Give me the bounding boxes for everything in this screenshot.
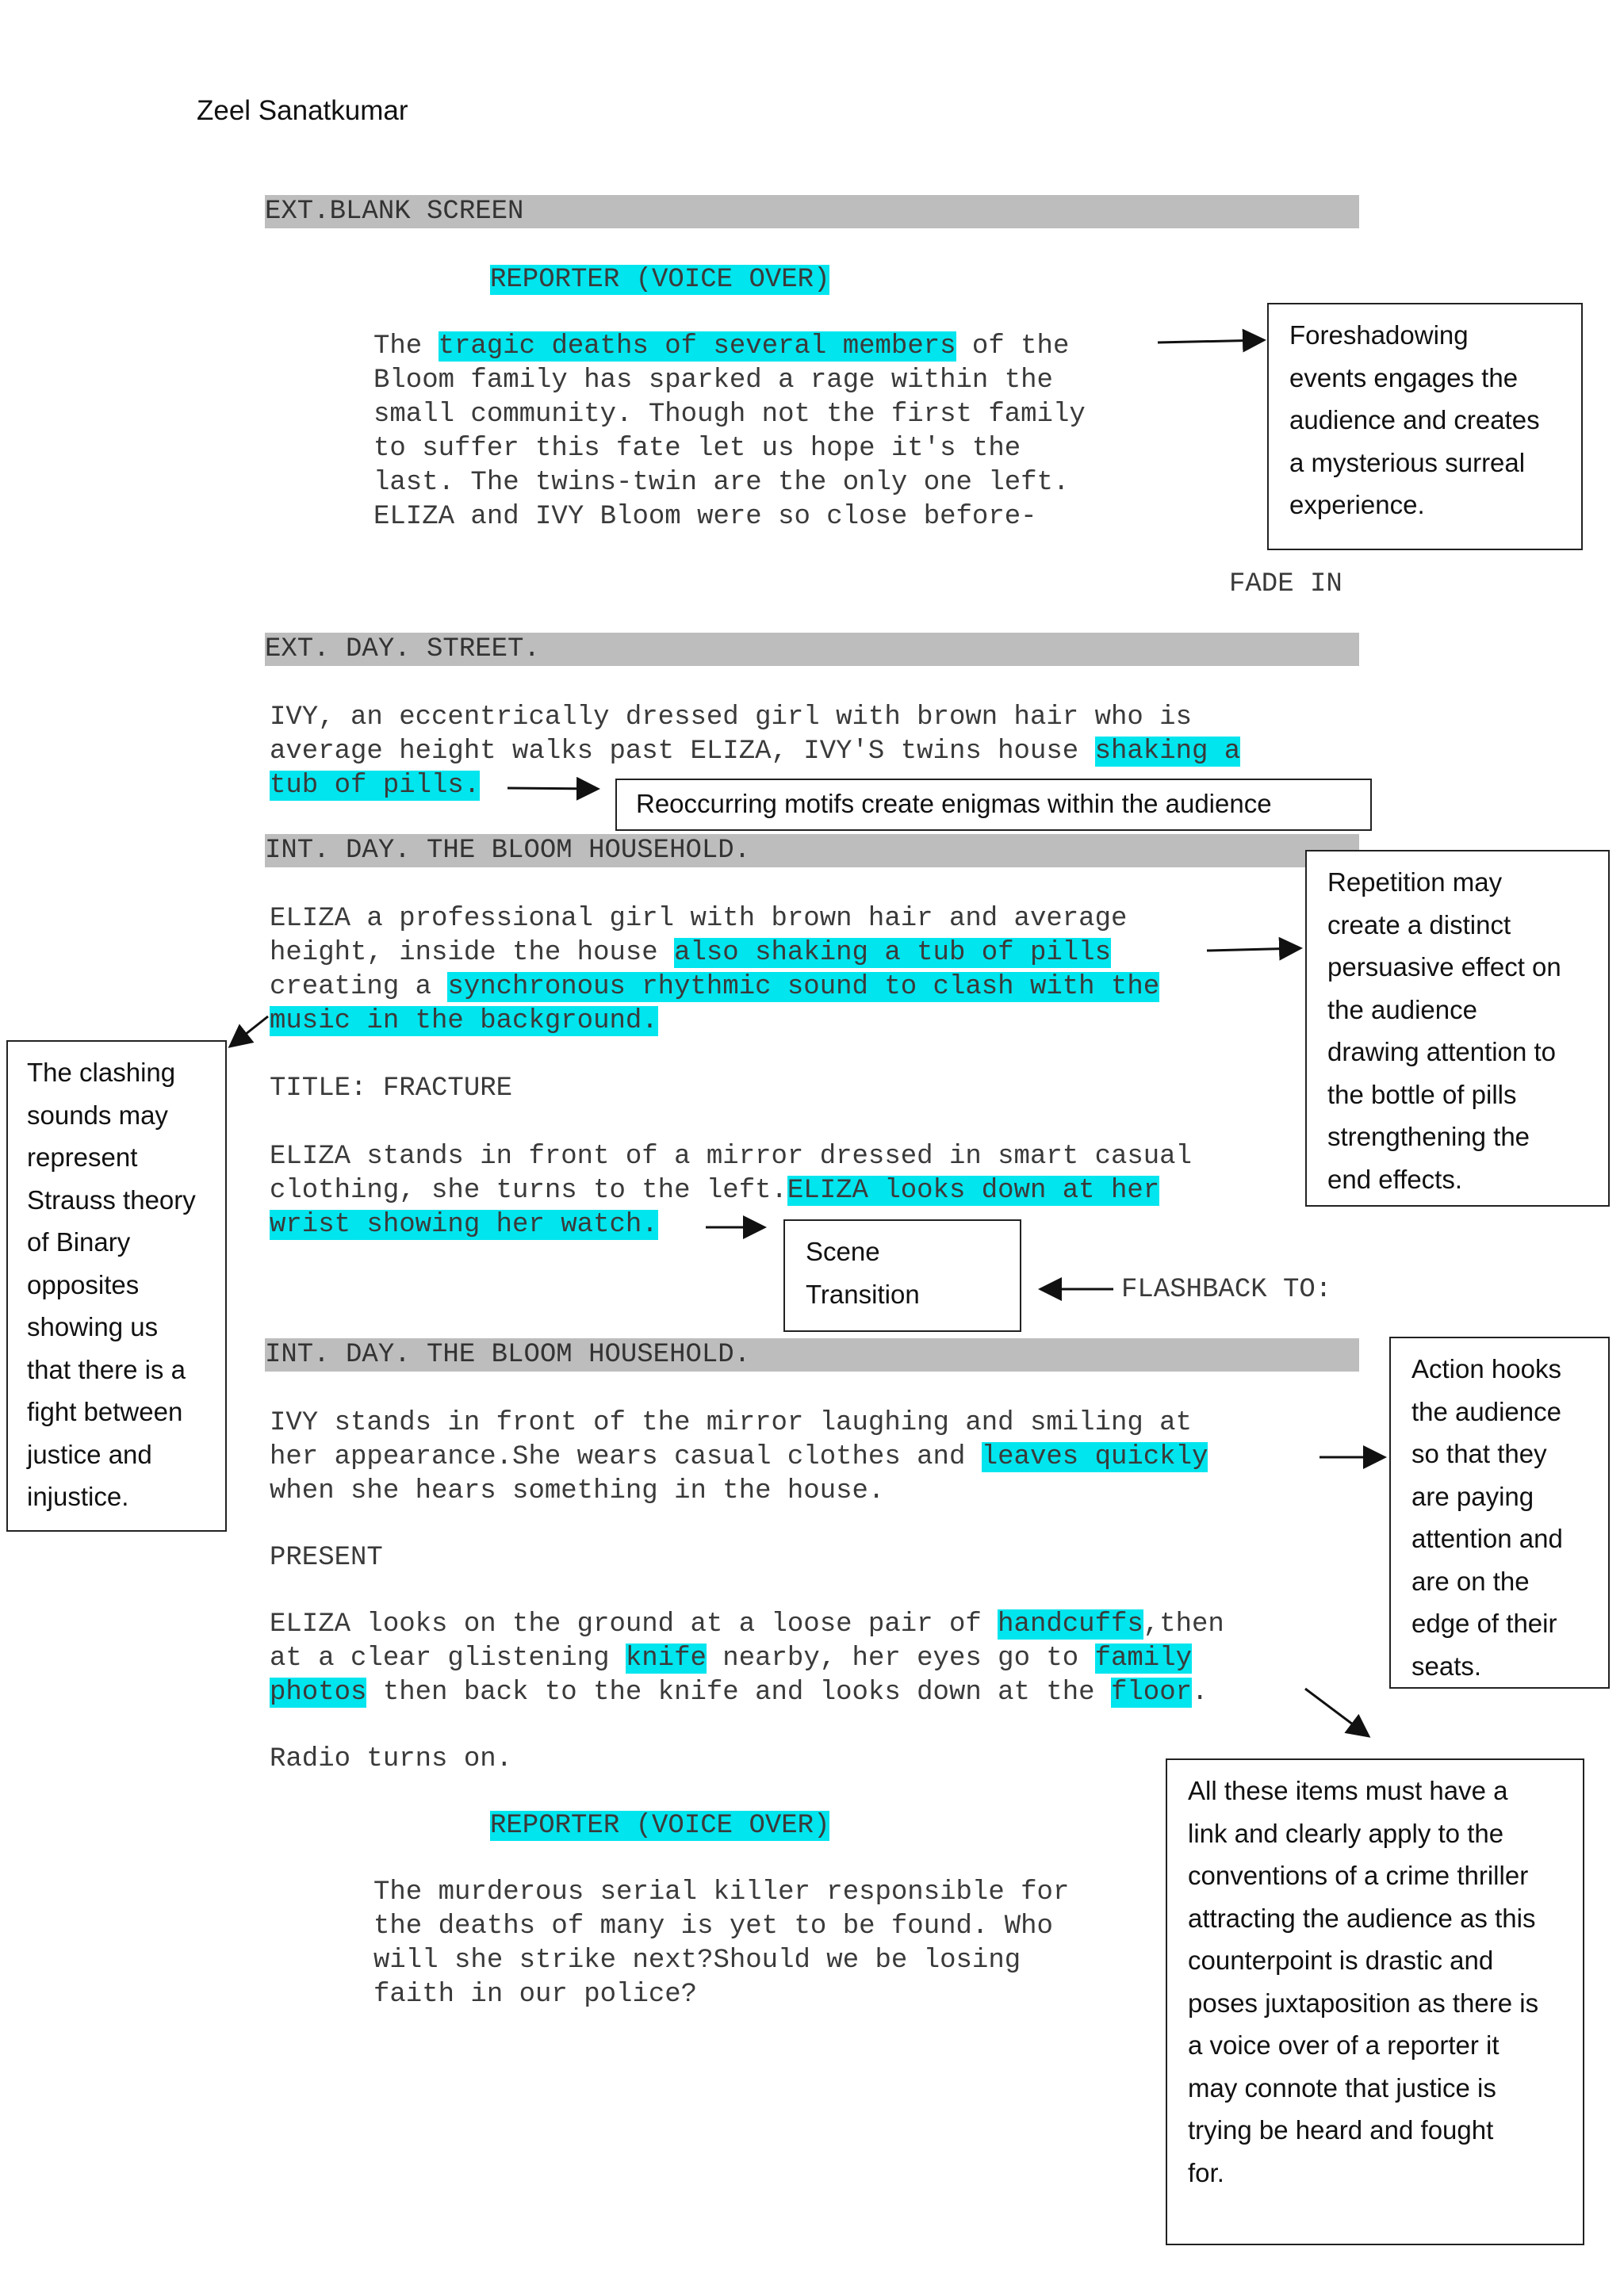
dialogue-block-1: The tragic deaths of several members of the Bloom family has sparked a rage within the small community. Though not the first family to suffer this fate let us hope it's the last. The twins-twin are the only one left. ELIZA and IVY Bloom were so close before-: [373, 331, 1086, 532]
present-line: PRESENT: [270, 1543, 383, 1573]
annotation-motifs: Reoccurring motifs create enigmas within the audience: [615, 779, 1372, 831]
scene-heading-1: EXT.BLANK SCREEN: [265, 195, 1359, 228]
annotation-repetition: Repetition may create a distinct persuasive effect on the audience drawing attention to the bottle of pills strengthening the end effects.: [1305, 850, 1610, 1207]
character-cue-2: REPORTER (VOICE OVER): [490, 1811, 830, 1841]
scene-heading-3: INT. DAY. THE BLOOM HOUSEHOLD.: [265, 834, 1359, 867]
arrow-repetition: [1207, 948, 1300, 951]
scene-heading-2: EXT. DAY. STREET.: [265, 633, 1359, 666]
annotation-scene-transition: Scene Transition: [783, 1219, 1021, 1332]
arrow-items: [1305, 1689, 1369, 1736]
annotation-action-hooks: Action hooks the audience so that they are paying attention and are on the edge of their seats.: [1389, 1337, 1610, 1689]
annotation-foreshadowing: Foreshadowing events engages the audience and creates a mysterious surreal experience.: [1267, 303, 1583, 550]
annotation-clashing-sounds: The clashing sounds may represent Strauss theory of Binary opposites showing us that there is a fight between justice and injustice.: [6, 1040, 227, 1532]
author-name: Zeel Sanatkumar: [197, 95, 408, 126]
character-cue-1: REPORTER (VOICE OVER): [490, 265, 830, 295]
annotation-crime-thriller-items: All these items must have a link and clearly apply to the conventions of a crime thriller attracting the audience as this counterpoint is drastic and poses juxtaposition as there is a voice over of a reporter it may connote that justice is trying be heard and fought for.: [1166, 1758, 1584, 2245]
radio-line: Radio turns on.: [270, 1744, 513, 1774]
title-line: TITLE: FRACTURE: [270, 1073, 513, 1104]
transition-fade-in: FADE IN: [1229, 569, 1342, 599]
arrow-motifs: [508, 788, 598, 789]
arrow-clashing: [230, 1016, 268, 1047]
action-block-5: ELIZA looks on the ground at a loose pair of handcuffs,then at a clear glistening knife nearby, her eyes go to family photos then back to the knife and looks down at the floor.: [270, 1609, 1224, 1708]
arrow-foreshadowing: [1158, 340, 1264, 342]
action-block-1: IVY, an eccentrically dressed girl with brown hair who is average height walks past ELIZA, IVY'S twins house shaking a tub of pills.: [270, 702, 1241, 801]
transition-flashback: FLASHBACK TO:: [1121, 1275, 1332, 1305]
dialogue-block-2: The murderous serial killer responsible for the deaths of many is yet to be found. Who will she strike next?Should we be losing faith in our police?: [373, 1877, 1070, 2010]
action-block-2: ELIZA a professional girl with brown hair and average height, inside the house also shaking a tub of pills creating a synchronous rhythmic sound to clash with the music in the background.: [270, 904, 1160, 1036]
scene-heading-4: INT. DAY. THE BLOOM HOUSEHOLD.: [265, 1338, 1359, 1372]
action-block-3: ELIZA stands in front of a mirror dressed in smart casual clothing, she turns to the left.ELIZA looks down at her wrist showing her watch.: [270, 1142, 1192, 1240]
action-block-4: IVY stands in front of the mirror laughing and smiling at her appearance.She wears casual clothes and leaves quickly when she hears something in the house.: [270, 1408, 1208, 1506]
